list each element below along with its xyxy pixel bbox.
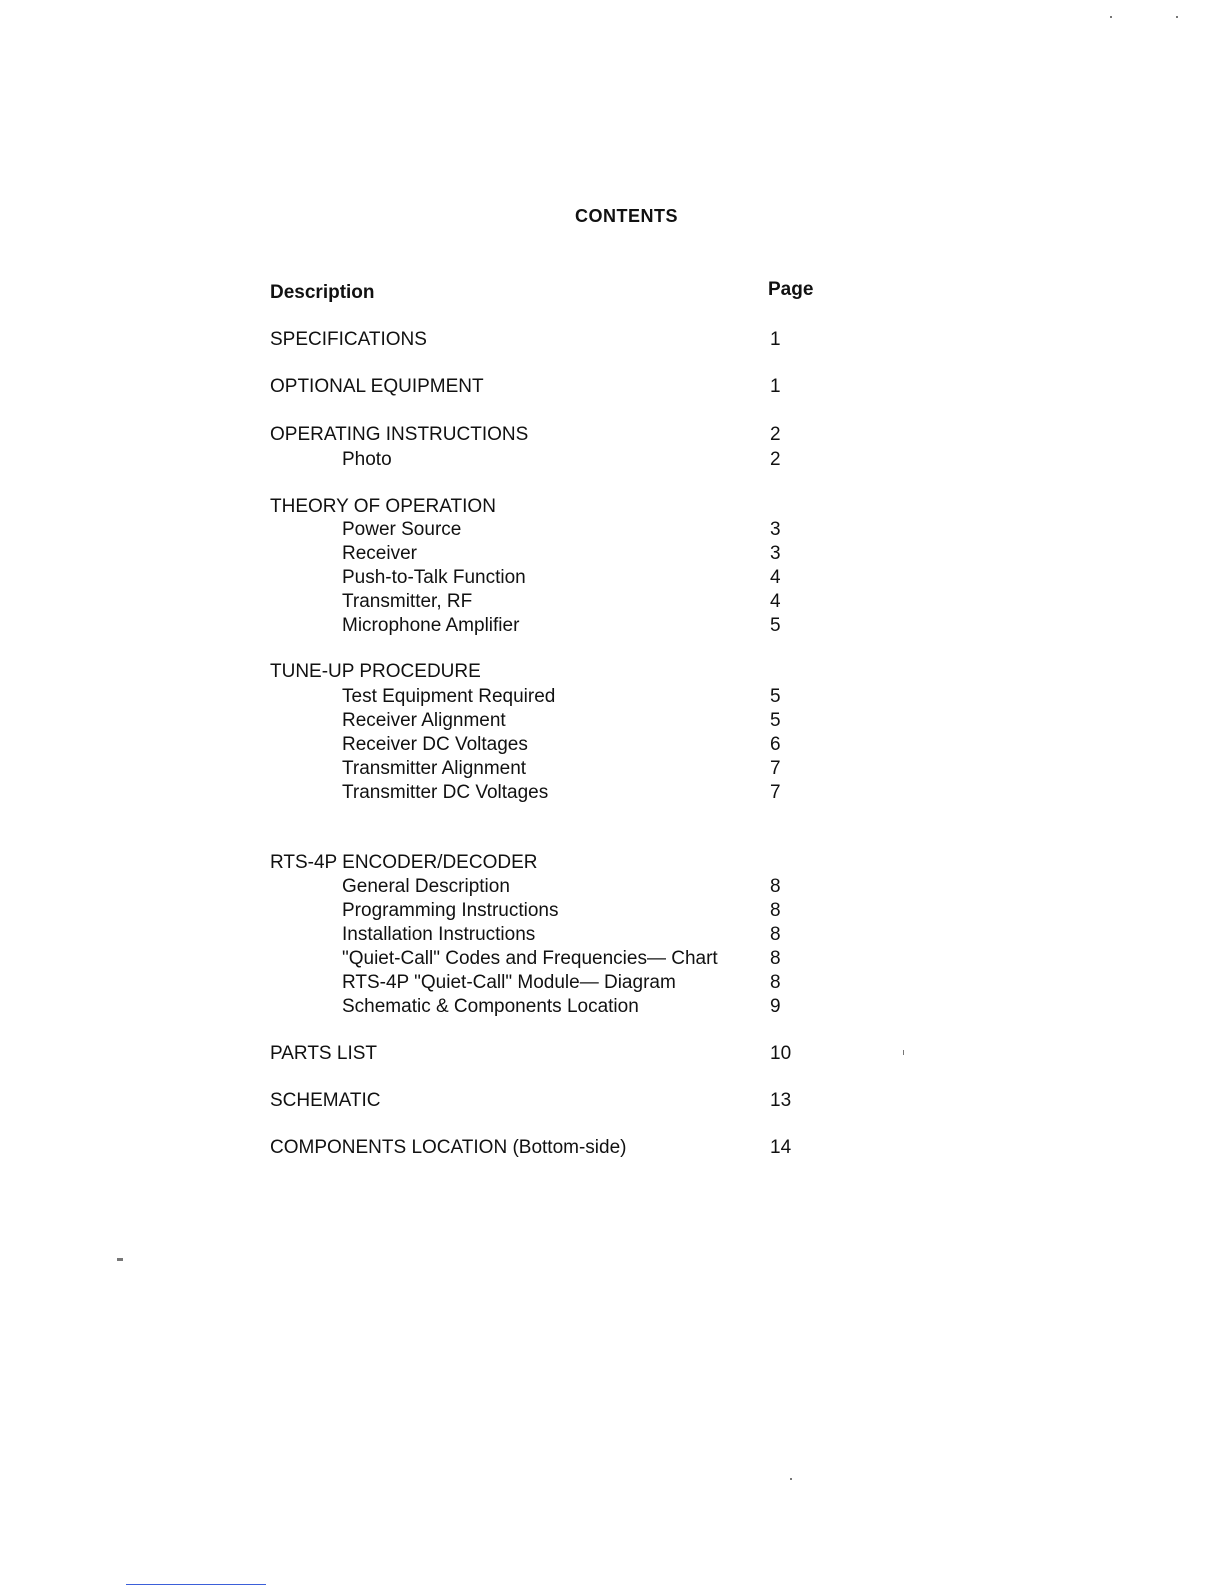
- toc-entry: [0, 995, 1225, 1019]
- toc-entry-page: 13: [770, 1090, 792, 1111]
- toc-entry: [0, 709, 1225, 733]
- toc-entry-page: 2: [770, 449, 781, 470]
- toc-entry: [0, 851, 1225, 875]
- toc-entry-title: Push-to-Talk Function: [342, 567, 526, 588]
- toc-entry-page: 3: [770, 543, 781, 564]
- toc-entry: [0, 875, 1225, 899]
- toc-entry: [0, 685, 1225, 709]
- toc-entry-title: General Description: [342, 876, 510, 897]
- toc-entry: [0, 423, 1225, 447]
- toc-entry-page: 4: [770, 567, 781, 588]
- toc-entry-page: 1: [770, 376, 781, 397]
- toc-entry-title: "Quiet-Call" Codes and Frequencies— Chart: [342, 948, 718, 969]
- toc-entry-page: 14: [770, 1137, 792, 1158]
- toc-entry: [0, 1042, 1225, 1066]
- toc-entry-page: 2: [770, 424, 781, 445]
- toc-entry-page: 8: [770, 924, 781, 945]
- toc-entry-title: Transmitter DC Voltages: [342, 782, 549, 803]
- toc-entry-page: 7: [770, 758, 781, 779]
- toc-entry-title: PARTS LIST: [270, 1043, 377, 1064]
- toc-entry: [0, 947, 1225, 971]
- toc-entry-title: COMPONENTS LOCATION (Bottom-side): [270, 1137, 627, 1158]
- toc-entry-page: 5: [770, 615, 781, 636]
- toc-entry: [0, 733, 1225, 757]
- toc-entry-title: Transmitter, RF: [342, 591, 473, 612]
- page-column-header: Page: [768, 279, 814, 300]
- toc-entry-title: Installation Instructions: [342, 924, 536, 945]
- toc-entry-title: TUNE-UP PROCEDURE: [270, 661, 481, 682]
- toc-entry: [0, 495, 1225, 519]
- toc-entry-page: 8: [770, 948, 781, 969]
- scan-speck: [903, 1050, 904, 1055]
- toc-entry: [0, 781, 1225, 805]
- toc-entry-page: 6: [770, 734, 781, 755]
- page-title: CONTENTS: [575, 206, 678, 226]
- toc-entry-title: Transmitter Alignment: [342, 758, 527, 779]
- toc-entry-page: 5: [770, 710, 781, 731]
- toc-entry: [0, 448, 1225, 472]
- toc-entry: [0, 614, 1225, 638]
- toc-entry-title: Schematic & Components Location: [342, 996, 639, 1017]
- toc-entry-page: 8: [770, 972, 781, 993]
- toc-entry-page: 8: [770, 876, 781, 897]
- scan-speck: [117, 1258, 123, 1261]
- toc-entry-page: 4: [770, 591, 781, 612]
- scan-speck: [790, 1478, 792, 1480]
- toc-entry: [0, 660, 1225, 684]
- scan-speck: [1110, 16, 1112, 18]
- toc-entry-title: Receiver DC Voltages: [342, 734, 528, 755]
- toc-entry-title: RTS-4P "Quiet-Call" Module— Diagram: [342, 972, 676, 993]
- toc-entry: [0, 1136, 1225, 1160]
- toc-entry-title: Photo: [342, 449, 392, 470]
- toc-entry-title: OPTIONAL EQUIPMENT: [270, 376, 484, 397]
- toc-entry-page: 9: [770, 996, 781, 1017]
- toc-entry-title: RTS-4P ENCODER/DECODER: [270, 852, 538, 873]
- toc-entry: [0, 590, 1225, 614]
- toc-entry: [0, 566, 1225, 590]
- toc-entry-page: 8: [770, 900, 781, 921]
- toc-entry-title: Programming Instructions: [342, 900, 559, 921]
- scan-speck: [1176, 16, 1178, 18]
- toc-entry-page: 10: [770, 1043, 792, 1064]
- toc-entry: [0, 899, 1225, 923]
- toc-entry-title: Receiver Alignment: [342, 710, 506, 731]
- toc-entry: [0, 1089, 1225, 1113]
- toc-entry-title: SCHEMATIC: [270, 1090, 381, 1111]
- toc-entry-page: 5: [770, 686, 781, 707]
- description-column-header: Description: [270, 282, 375, 303]
- toc-entry-page: 7: [770, 782, 781, 803]
- toc-entry-title: Test Equipment Required: [342, 686, 556, 707]
- toc-entry: [0, 328, 1225, 352]
- toc-entry-title: THEORY OF OPERATION: [270, 496, 496, 517]
- toc-entry: [0, 923, 1225, 947]
- toc-entry-title: SPECIFICATIONS: [270, 329, 427, 350]
- toc-entry-title: Power Source: [342, 519, 462, 540]
- toc-entry: [0, 971, 1225, 995]
- toc-entry-page: 1: [770, 329, 781, 350]
- toc-entry: [0, 757, 1225, 781]
- toc-entry-title: Microphone Amplifier: [342, 615, 520, 636]
- toc-entry: [0, 542, 1225, 566]
- toc-entry: [0, 375, 1225, 399]
- toc-entry: [0, 518, 1225, 542]
- toc-entry-page: 3: [770, 519, 781, 540]
- toc-entry-title: OPERATING INSTRUCTIONS: [270, 424, 529, 445]
- toc-entry-title: Receiver: [342, 543, 417, 564]
